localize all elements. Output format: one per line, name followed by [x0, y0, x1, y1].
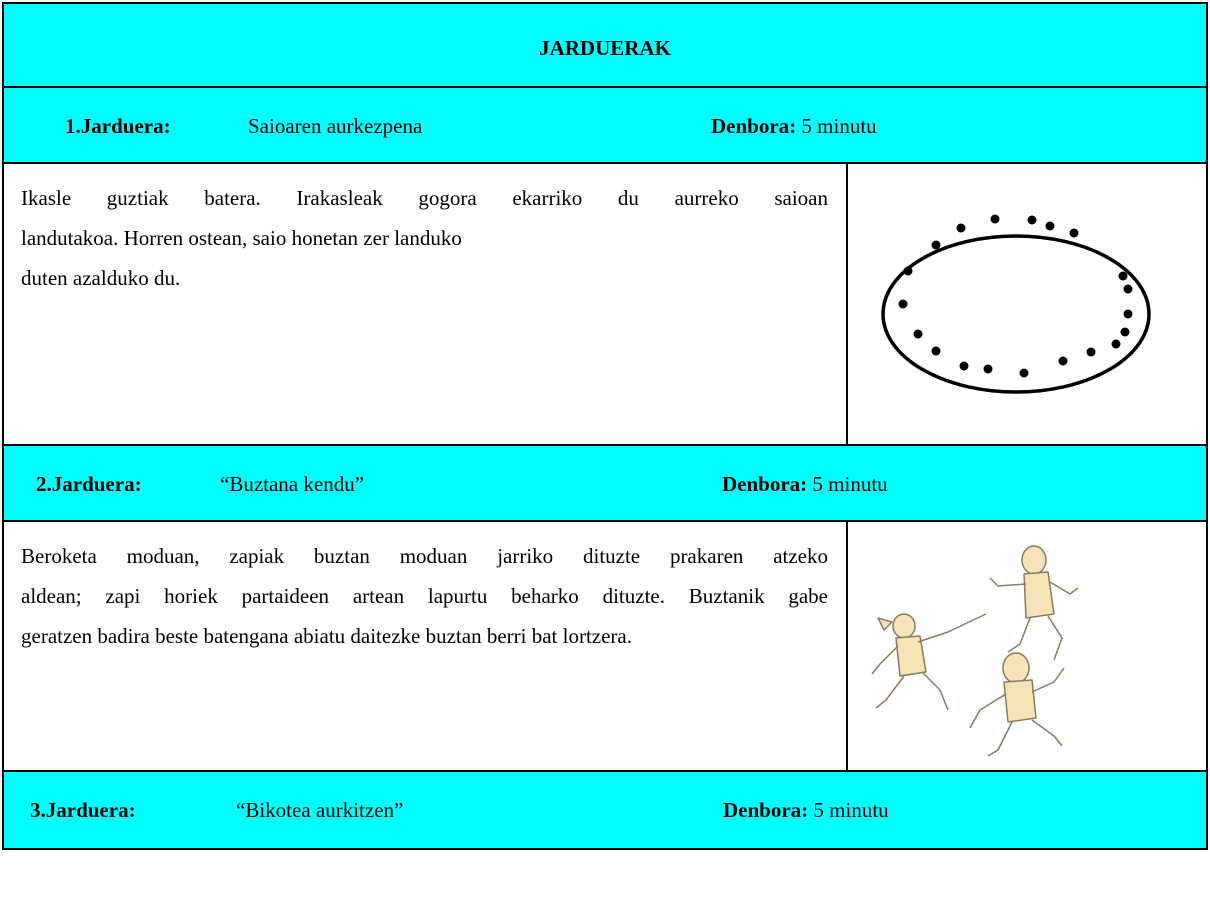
- activity-1-label: 1.Jarduera:: [65, 114, 171, 138]
- activity-1-description-line: landutakoa. Horren ostean, saio honetan zer landuko: [21, 226, 462, 250]
- circle-of-dots-illustration: [848, 164, 1208, 444]
- activity-1-description-line: Ikasle guztiak batera. Irakasleak gogora ekarriko du aurreko saioan: [21, 186, 828, 210]
- activity-3-header: [4, 772, 1206, 848]
- activity-1-time: [711, 114, 877, 139]
- activity-2-description: [4, 522, 848, 770]
- activity-2-header: [4, 446, 1206, 522]
- activity-2-time-label: Denbora:: [722, 472, 808, 496]
- activity-2-content: [4, 522, 1206, 772]
- activity-1-illustration-cell: [848, 164, 1206, 444]
- activity-1-time-label: Denbora:: [711, 114, 797, 138]
- activity-2-name: “Buztana kendu”: [220, 472, 365, 496]
- activity-3-time-label: Denbora:: [723, 798, 809, 822]
- activity-3-time: [723, 798, 889, 823]
- activity-2-time: [722, 472, 888, 497]
- activity-2-illustration-cell: [848, 522, 1206, 770]
- activity-1-header: [4, 88, 1206, 164]
- table-title: JARDUERAK: [539, 36, 671, 60]
- activity-1-content: [4, 164, 1206, 446]
- activity-2-time-value: 5 minutu: [812, 472, 888, 496]
- activity-2-label: 2.Jarduera:: [36, 472, 142, 496]
- activity-2-description-line: aldean; zapi horiek partaideen artean lapurtu beharko dituzte. Buztanik gabe: [21, 584, 828, 608]
- activity-3-time-value: 5 minutu: [813, 798, 889, 822]
- activity-1-description: [4, 164, 848, 444]
- activities-table: [2, 2, 1208, 850]
- activity-3-label: 3.Jarduera:: [30, 798, 136, 822]
- activity-2-description-line: Beroketa moduan, zapiak buztan moduan jarriko dituzte prakaren atzeko: [21, 544, 828, 568]
- activity-2-description-line: geratzen badira beste batengana abiatu daitezke buztan berri bat lortzera.: [21, 624, 632, 648]
- activity-3-name: “Bikotea aurkitzen”: [236, 798, 404, 822]
- table-header-row: [4, 4, 1206, 88]
- running-children-illustration: [848, 522, 1208, 772]
- activity-1-description-line: duten azalduko du.: [21, 266, 181, 290]
- activity-1-time-value: 5 minutu: [801, 114, 877, 138]
- activity-1-name: Saioaren aurkezpena: [248, 114, 423, 138]
